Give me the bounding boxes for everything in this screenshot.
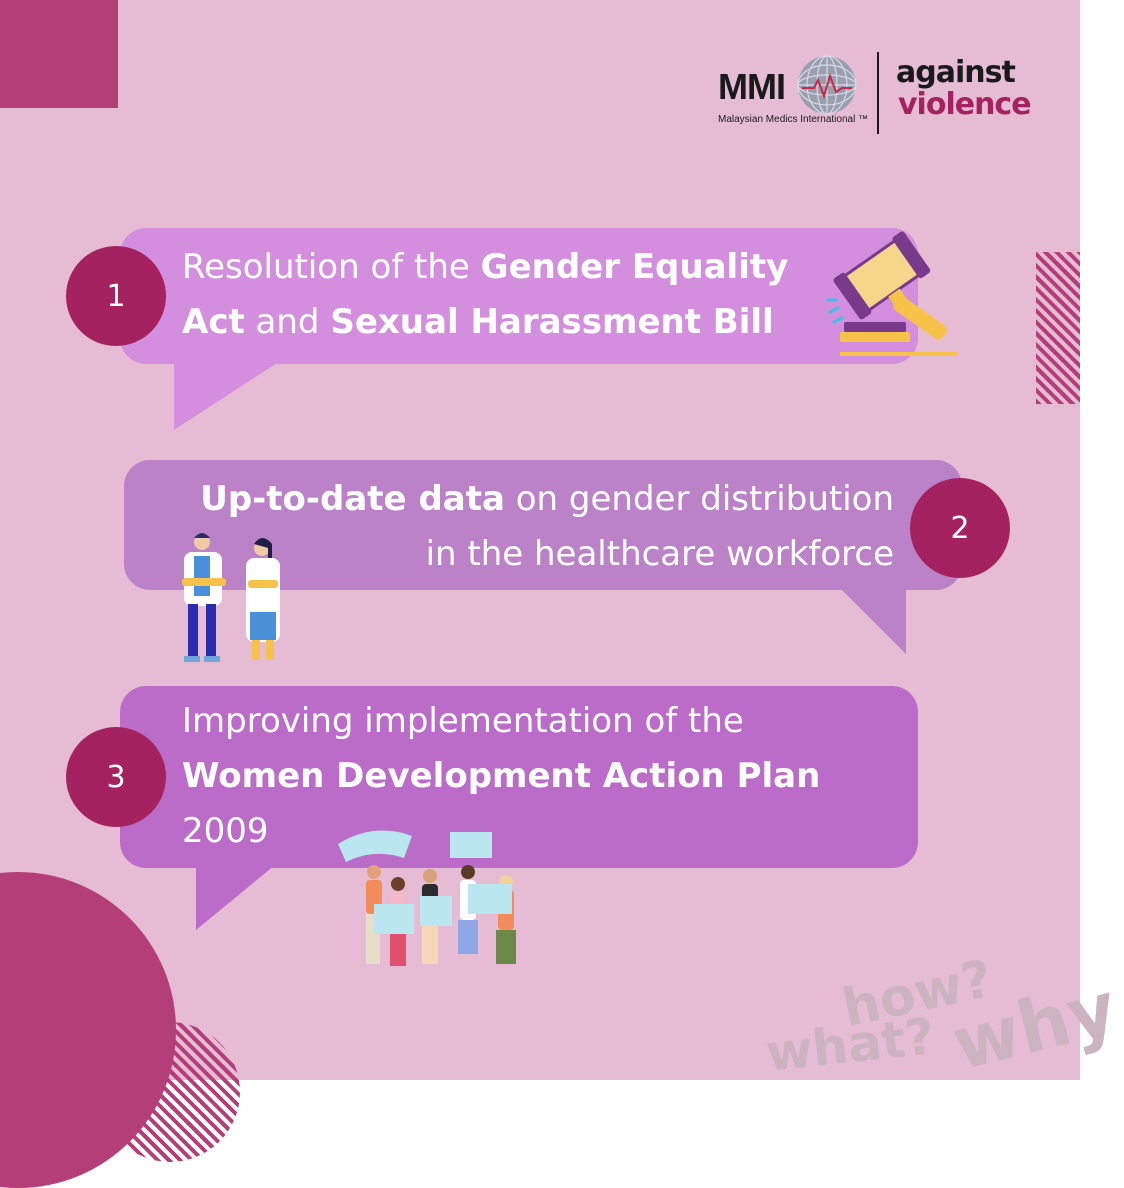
violence-logo-text: violence [898,87,1031,122]
org-name: Malaysian Medics International ™ [718,114,869,125]
decor-word-why: why [944,965,1124,1087]
corner-square-decoration [0,0,118,108]
text-line [182,295,788,350]
globe-icon [796,54,858,116]
striped-bar-decoration [1036,252,1080,404]
number-badge-1: 1 [66,246,166,346]
doctors-illustration [170,530,294,664]
text-line [182,749,820,804]
number-badge-3: 3 [66,727,166,827]
bold-phrase: Sexual Harassment Bill [330,302,774,342]
bold-phrase: Up-to-date data [200,479,505,519]
protesters-illustration [334,824,524,972]
bold-phrase: Gender Equality [480,247,789,287]
text-line [182,240,788,295]
against-logo-text: against [896,55,1015,90]
text-line [200,472,894,527]
text-line [200,527,894,582]
text-phrase: Resolution of the [182,247,481,287]
text-line [182,694,820,749]
gavel-icon [820,226,970,360]
text-phrase: in the healthcare workforce [425,534,894,574]
item-1-text [182,240,788,350]
logo-divider [877,52,879,134]
text-phrase: on gender distribution [504,479,894,519]
text-phrase: 2009 [182,811,269,851]
item-2-text [200,472,894,582]
number-badge-2: 2 [910,478,1010,578]
bold-phrase: Women Development Action Plan [182,756,821,796]
decor-word-what: what? [763,1007,938,1083]
mmi-logo-text: MMI [718,66,785,107]
decor-word-how: how? [837,948,998,1040]
bold-phrase: Act [182,302,245,342]
striped-circle-decoration [100,1022,240,1162]
bubble-tail [832,580,906,654]
text-phrase: Improving implementation of the [182,701,744,741]
text-phrase: and [244,302,331,342]
